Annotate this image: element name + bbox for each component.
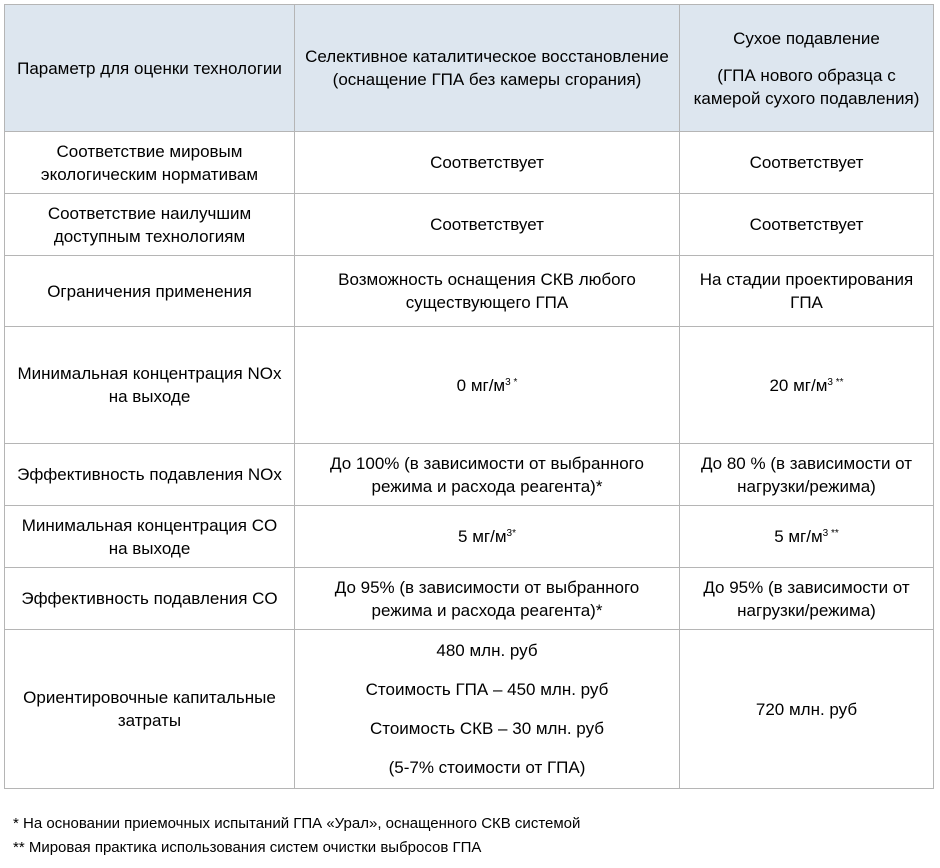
- row-skv: До 100% (в зависимости от выбранного режима и расхода реагента)*: [295, 444, 680, 506]
- row-param: Минимальная концентрация NOx на выходе: [5, 327, 295, 444]
- row-skv: 5 $мг/м^{3*}$: [295, 506, 680, 568]
- cost-line: Стоимость СКВ – 30 млн. руб: [369, 719, 604, 738]
- footnotes: [13, 812, 580, 860]
- table-row: [5, 194, 934, 256]
- cost-line: Стоимость ГПА – 450 млн. руб: [365, 680, 609, 699]
- row-param: Минимальная концентрация CO на выходе: [5, 506, 295, 568]
- row-dry: До 80 % (в зависимости от нагрузки/режима): [680, 444, 934, 506]
- table-row: [5, 256, 934, 327]
- row-dry: Соответствует: [680, 132, 934, 194]
- cost-line: (5-7% стоимости от ГПА): [388, 758, 586, 777]
- row-dry: До 95% (в зависимости от нагрузки/режима): [680, 568, 934, 630]
- row-param: Соответствие наилучшим доступным технологиям: [5, 194, 295, 256]
- header-param: Параметр для оценки технологии: [5, 5, 295, 132]
- cost-line: 480 млн. руб: [436, 641, 538, 660]
- header-skv: Селективное каталитическое восстановление (оснащение ГПА без камеры сгорания): [295, 5, 680, 132]
- row-skv: Возможность оснащения СКВ любого существующего ГПА: [295, 256, 680, 327]
- row-dry: 720 млн. руб: [680, 630, 934, 789]
- table-row: [5, 444, 934, 506]
- table-row: [5, 327, 934, 444]
- row-dry: На стадии проектирования ГПА: [680, 256, 934, 327]
- row-param: Соответствие мировым экологическим нормативам: [5, 132, 295, 194]
- header-row: [5, 5, 934, 132]
- row-param: Эффективность подавления NOx: [5, 444, 295, 506]
- row-dry: 20 $мг/м^{3 **}$: [680, 327, 934, 444]
- table-row: [5, 568, 934, 630]
- header-dry: [680, 5, 934, 132]
- row-skv-cost: [295, 630, 680, 789]
- table-row: [5, 630, 934, 789]
- table-row: [5, 506, 934, 568]
- row-skv: До 95% (в зависимости от выбранного режима и расхода реагента)*: [295, 568, 680, 630]
- row-dry: 5 $мг/м^{3 **}$: [680, 506, 934, 568]
- row-param: Ограничения применения: [5, 256, 295, 327]
- footnote: ** Мировая практика использования систем очистки выбросов ГПА: [13, 839, 482, 856]
- row-skv: Соответствует: [295, 132, 680, 194]
- footnote: * На основании приемочных испытаний ГПА «Урал», оснащенного СКВ системой: [13, 815, 581, 832]
- row-dry: Соответствует: [680, 194, 934, 256]
- row-skv: 0 $мг/м^{3 *}$: [295, 327, 680, 444]
- comparison-table: [4, 4, 934, 789]
- table-row: [5, 132, 934, 194]
- row-param: Ориентировочные капитальные затраты: [5, 630, 295, 789]
- header-dry-subtitle: (ГПА нового образца с камерой сухого подавления): [693, 65, 920, 108]
- row-skv: Соответствует: [295, 194, 680, 256]
- header-dry-title: Сухое подавление: [733, 28, 880, 48]
- row-param: Эффективность подавления CO: [5, 568, 295, 630]
